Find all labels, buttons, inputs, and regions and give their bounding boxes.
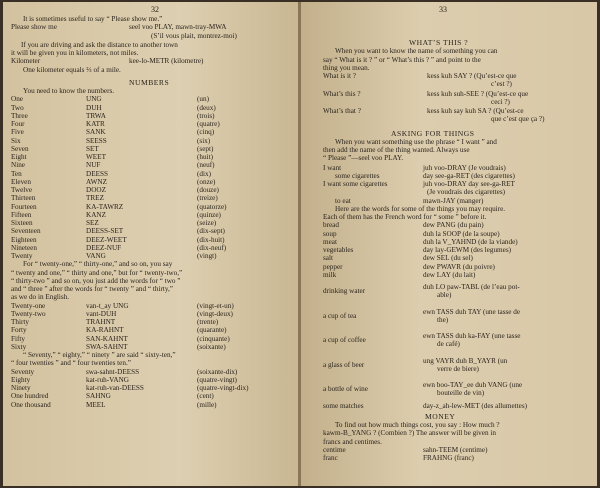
phonetic: van-t_ay UNG xyxy=(86,301,129,310)
phonetic: bouteille de vin) xyxy=(437,389,485,398)
english-term: Fifty xyxy=(11,334,25,343)
french-term: (quatre-vingt) xyxy=(197,375,237,384)
english-term: I want xyxy=(323,163,342,172)
english-term: Seven xyxy=(11,144,29,153)
french-term: (quatre) xyxy=(197,120,220,128)
phonetic: DUH xyxy=(86,103,102,112)
english-term: Fourteen xyxy=(11,202,37,211)
section-heading: WHAT’S THIS ? xyxy=(409,38,469,47)
english-term: Fifteen xyxy=(11,210,32,219)
phonetic: kess kuh suh-SEE ? (Qu’est-ce que xyxy=(427,89,529,98)
phonetic: TREZ xyxy=(86,194,104,203)
phonetic: kat-ruh-VANG xyxy=(86,375,129,384)
phonetic: dew LAY (du lait) xyxy=(423,270,476,279)
intro-text: It is sometimes useful to say “ Please show me.” xyxy=(23,15,163,23)
phonetic: KA-RAHNT xyxy=(86,326,124,335)
page-number: 33 xyxy=(439,5,447,14)
english-term: Seventeen xyxy=(11,227,41,236)
french-term: (dix-sept) xyxy=(197,227,225,236)
open-booklet xyxy=(3,2,597,486)
phonetic: de café) xyxy=(437,340,460,349)
english-term: Five xyxy=(11,128,24,137)
phonetic: KA-TAWRZ xyxy=(86,202,124,211)
english-term: One xyxy=(11,95,23,104)
paragraph-line: thing you mean. xyxy=(323,63,370,72)
paragraph-line: “ twenty and one,” “ thirty and one,” but for “ twenty-two,” xyxy=(11,268,183,277)
english-term: salt xyxy=(323,254,333,263)
french-term: (six) xyxy=(197,136,211,145)
french-term: (cinquante) xyxy=(197,334,230,343)
phonetic: the) xyxy=(437,315,449,324)
phonetic: que c’est que ça ?) xyxy=(491,115,545,124)
phonetic: dew PANG (du pain) xyxy=(423,221,484,230)
english-term: Three xyxy=(11,111,28,120)
english-term: One hundred xyxy=(11,392,49,401)
phonetic: duh LO paw-TABL (de l’eau pot- xyxy=(423,283,520,291)
phonetic: SEESS xyxy=(86,136,107,145)
page-number: 32 xyxy=(151,5,159,14)
phonetic: sahn-TEEM (centime) xyxy=(423,445,488,454)
paragraph-line: and “ three ” after the words for “ twenty ” and “ thirty,” xyxy=(11,285,173,293)
french-term: (quatorze) xyxy=(197,202,227,211)
english-term: Six xyxy=(11,136,21,145)
english-term: Nineteen xyxy=(11,243,37,252)
english-term: Sixty xyxy=(11,342,27,351)
phonetic: kee-lo-METR (kilometre) xyxy=(129,57,204,66)
english-term: soup xyxy=(323,229,337,238)
french-term: (vingt) xyxy=(197,252,217,260)
phonetic: day-z_ah-lew-MET (des allumettes) xyxy=(423,401,528,410)
paragraph-line: say “ What is it ? ” or “ What’s this ? ” and point to the xyxy=(323,55,481,64)
phonetic: mawn-JAY (manger) xyxy=(423,196,484,205)
english-term: Thirty xyxy=(11,318,29,326)
english-term: Eighteen xyxy=(11,235,37,244)
phonetic: dew PWAVR (du poivre) xyxy=(423,262,495,271)
phonetic: ceci ?) xyxy=(491,97,510,106)
french-term: (douze) xyxy=(197,186,219,194)
english-term: a cup of tea xyxy=(323,311,357,320)
english-term: pepper xyxy=(323,262,343,271)
phonetic: AWNZ xyxy=(86,177,107,186)
english-term: Twelve xyxy=(11,186,33,194)
paragraph-line: Here are the words for some of the things you may require. xyxy=(335,204,506,213)
french-term: (cent) xyxy=(197,392,214,401)
paragraph-line: For “ twenty-one,” “ thirty-one,” and so on, you say xyxy=(23,260,173,269)
section-heading: ASKING FOR THINGS xyxy=(391,128,475,138)
paragraph-line: as we do in English. xyxy=(11,293,70,302)
french-term: (quarante) xyxy=(197,326,227,335)
french-term: (cinq) xyxy=(197,128,215,137)
english-term: What is it ? xyxy=(323,72,356,80)
phonetic: vant-DUH xyxy=(86,309,117,318)
french-term: (soixante-dix) xyxy=(197,367,238,376)
english-term: Nine xyxy=(11,161,25,170)
note-text: One kilometer equals ⅔ of a mile. xyxy=(23,65,121,74)
french-term: (treize) xyxy=(197,194,218,203)
intro-text: If you are driving and ask the distance to another town xyxy=(21,40,178,49)
phonetic: DOOZ xyxy=(86,186,106,194)
phonetic: seel voo PLAY, mawn-tray-MWA xyxy=(129,23,227,32)
phonetic: SANK xyxy=(86,128,106,137)
paragraph-line: francs and centimes. xyxy=(323,437,382,446)
phonetic: WEET xyxy=(86,153,106,161)
english-term: vegetables xyxy=(323,246,354,254)
english-term: a cup of coffee xyxy=(323,336,366,344)
french-term: (neuf) xyxy=(197,161,215,170)
english-term: Eighty xyxy=(11,375,31,384)
phonetic: able) xyxy=(437,291,452,300)
english-term: One thousand xyxy=(11,400,51,409)
english-term: meat xyxy=(323,237,337,246)
english-term: Forty xyxy=(11,326,27,335)
french-term: (vingt-deux) xyxy=(197,309,233,318)
english-term: Eleven xyxy=(11,177,31,186)
intro-text: You need to know the numbers. xyxy=(23,87,115,95)
french-term: (un) xyxy=(197,95,209,104)
french-term: (trente) xyxy=(197,318,219,326)
phonetic: kess kuh SAY ? (Qu’est-ce que xyxy=(427,72,517,80)
english-term: franc xyxy=(323,454,338,462)
french-term: (vingt-et-un) xyxy=(197,301,234,310)
english-term: Twenty-two xyxy=(11,309,46,318)
french-term: (dix-huit) xyxy=(197,235,225,244)
phonetic: SAN-KAHNT xyxy=(86,334,128,343)
french-term: (onze) xyxy=(197,177,216,186)
phonetic: swa-sahnt-DEESS xyxy=(86,367,140,376)
paragraph-line: “ four twenties ” and “ four twenties ten.” xyxy=(11,359,131,368)
english-term: Ten xyxy=(11,169,22,178)
english-term: I want some cigarettes xyxy=(323,180,388,188)
phonetic: juh voo-DRAY day see-ga-RET xyxy=(423,180,515,188)
phonetic: DEESS-SET xyxy=(86,227,124,236)
paragraph-line: When you want to know the name of something you can xyxy=(335,47,498,56)
english-term: Twenty-one xyxy=(11,301,46,310)
paragraph-line: “ thirty-two ” and so on, you just add the words for “ two ” xyxy=(11,276,181,285)
english-term: Four xyxy=(11,120,25,128)
intro-text: it will be given you in kilometers, not miles. xyxy=(11,49,139,57)
phonetic: DEEZ-WEET xyxy=(86,235,127,244)
phonetic: kat-ruh-van-DEESS xyxy=(86,384,144,392)
phonetic: FRAHNG (franc) xyxy=(423,454,474,462)
phonetic: c’est ?) xyxy=(491,80,512,89)
english-term: some matches xyxy=(323,401,364,410)
phonetic: DEEZ-NUF xyxy=(86,243,122,252)
french-term: (quatre-vingt-dix) xyxy=(197,384,249,392)
phonetic: DEESS xyxy=(86,169,108,178)
phonetic: ewn TASS duh ka-FAY (une tasse xyxy=(423,332,521,340)
paragraph-line: “ Seventy,” “ eighty,” “ ninety ” are said “ sixty-ten,” xyxy=(23,351,176,359)
english-term: Ninety xyxy=(11,384,31,392)
phonetic: SET xyxy=(86,144,99,153)
english-term: Seventy xyxy=(11,367,35,376)
right-page xyxy=(301,2,597,486)
phonetic: SAHNG xyxy=(86,392,111,401)
english-term: Eight xyxy=(11,153,27,161)
french-term: (huit) xyxy=(197,153,213,161)
phonetic: duh la SOOP (de la soupe) xyxy=(423,229,500,238)
english-term: Thirteen xyxy=(11,194,36,203)
french-term: (S’il vous plait, montrez-moi) xyxy=(151,31,237,40)
english-term: Sixteen xyxy=(11,219,33,227)
english-term: Two xyxy=(11,103,24,112)
phonetic: SWA-SAHNT xyxy=(86,342,128,351)
phonetic: duh la V_YAHND (de la viande) xyxy=(423,237,518,246)
left-page xyxy=(3,2,299,486)
english-term: a glass of beer xyxy=(323,360,365,369)
english-term: centime xyxy=(323,445,346,454)
phonetic: day see-ga-RET (des cigarettes) xyxy=(423,171,515,180)
english-term: What’s this ? xyxy=(323,89,361,98)
phonetic: TRAHNT xyxy=(86,318,116,326)
english-term: Twenty xyxy=(11,252,33,260)
paragraph-line: When you want something use the phrase “ I want ” and xyxy=(335,137,497,146)
phonetic: NUF xyxy=(86,161,101,170)
french-term: (dix-neuf) xyxy=(197,243,227,252)
english-term: What’s that ? xyxy=(323,107,361,115)
english-term: Kilometer xyxy=(11,57,41,66)
phonetic: ung VAYR duh B_YAYR (un xyxy=(423,356,508,365)
french-term: (trois) xyxy=(197,111,215,120)
phonetic: KATR xyxy=(86,120,105,128)
french-term: (dix) xyxy=(197,169,211,178)
phonetic: (Je voudrais des cigarettes) xyxy=(427,188,506,197)
phonetic: MEEL xyxy=(86,400,106,409)
french-term: (seize) xyxy=(197,219,217,227)
phonetic: verre de biere) xyxy=(437,364,479,373)
phonetic: kess kuh say kuh SA ? (Qu’est-ce xyxy=(427,107,524,115)
phonetic: KANZ xyxy=(86,210,106,219)
english-term: some cigarettes xyxy=(335,171,380,180)
french-term: (quinze) xyxy=(197,210,221,219)
paragraph-line: To find out how much things cost, you say : How much ? xyxy=(335,421,500,429)
english-term: milk xyxy=(323,270,337,279)
phonetic: TRWA xyxy=(86,111,106,120)
phonetic: dew SEL (du sel) xyxy=(423,254,473,263)
phonetic: ewn TASS duh TAY (une tasse de xyxy=(423,307,521,316)
phonetic: VANG xyxy=(86,252,106,260)
phonetic: UNG xyxy=(86,95,102,104)
phonetic: ewn boo-TAY_ee duh VANG (une xyxy=(423,381,523,389)
french-term: (mille) xyxy=(197,400,217,409)
paragraph-line: Each of them has the French word for “ some ” before it. xyxy=(323,213,487,221)
english-term: Please show me xyxy=(11,23,57,32)
section-heading: NUMBERS xyxy=(129,77,170,87)
french-term: (soixante) xyxy=(197,342,226,351)
english-term: a bottle of wine xyxy=(323,385,368,393)
section-heading: MONEY xyxy=(425,411,456,421)
english-term: drinking water xyxy=(323,287,366,295)
french-term: (sept) xyxy=(197,144,214,153)
phonetic: juh voo-DRAY (Je voudrais) xyxy=(423,163,506,172)
french-term: (deux) xyxy=(197,103,216,112)
paragraph-line: “ Please ”—seel voo PLAY. xyxy=(323,154,404,163)
paragraph-line: then add the name of the thing wanted. Always use xyxy=(323,146,470,154)
phonetic: SEZ xyxy=(86,219,99,227)
english-term: to eat xyxy=(335,196,351,205)
paragraph-line: kawm-B_YANG ? (Combien ?) The answer will be given in xyxy=(323,429,496,438)
phonetic: day lay-GEWM (des legumes) xyxy=(423,246,512,254)
english-term: bread xyxy=(323,221,339,230)
